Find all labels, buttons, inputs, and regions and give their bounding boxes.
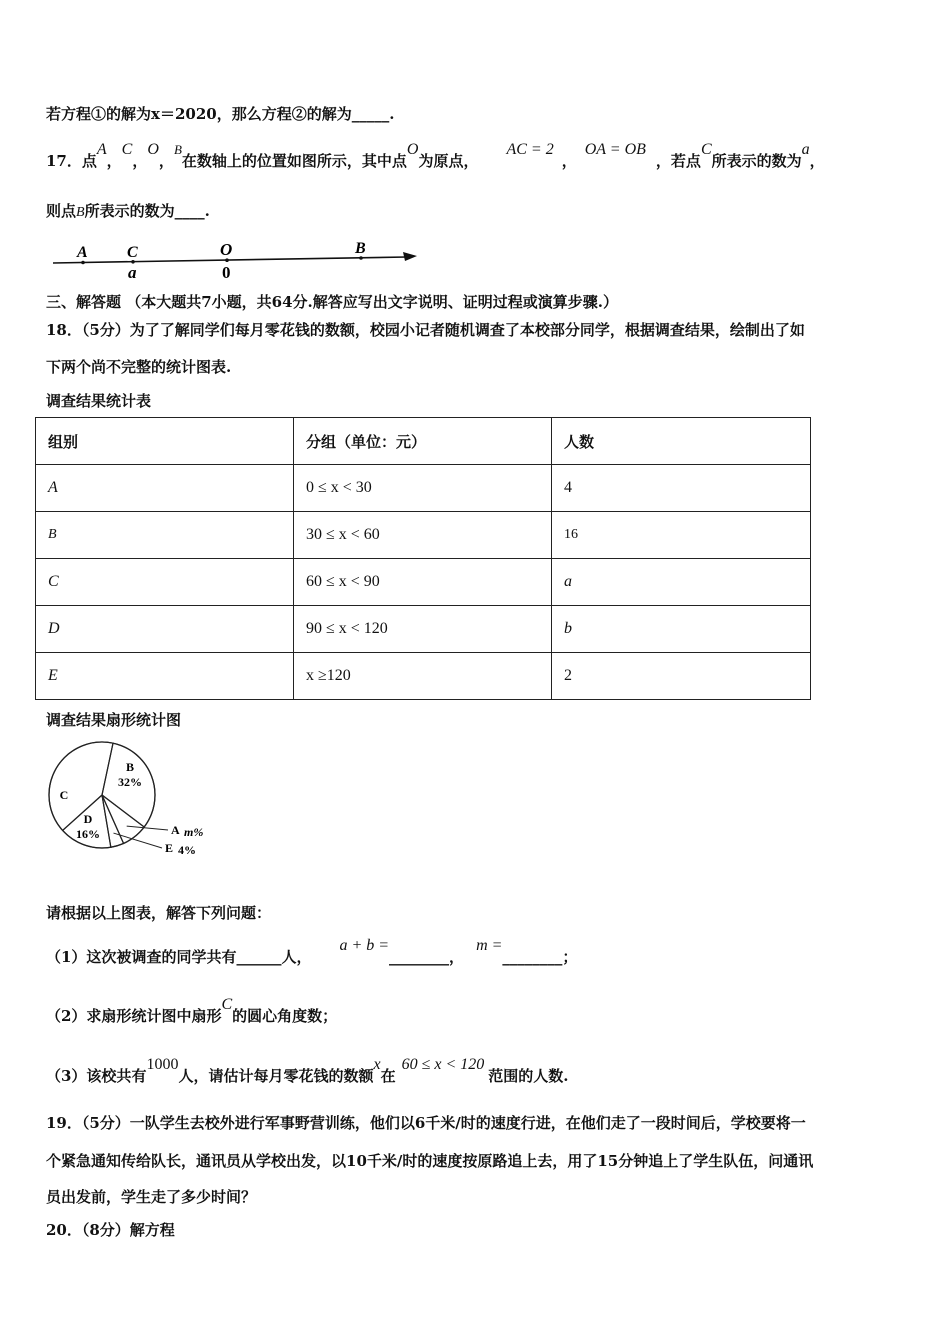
cell-group: A — [36, 465, 294, 512]
pie-chart-title: 调查结果扇形统计图 — [46, 711, 182, 729]
slice-value-d: 16% — [76, 827, 100, 841]
part-3-var-x: x — [373, 1056, 381, 1073]
table-header-row — [36, 418, 811, 465]
q17-text-1: 在数轴上的位置如图所示，其中点 — [181, 152, 407, 170]
question-20: 20．（8分）解方程 — [46, 1221, 175, 1239]
q17-text-3: ，若点 — [655, 152, 701, 170]
table-title: 调查结果统计表 — [46, 392, 152, 410]
cell-count: b — [552, 606, 811, 653]
table-row — [36, 559, 811, 606]
part-3-text-4: 范围的人数. — [488, 1067, 569, 1085]
part-3-text-3: 在 — [380, 1067, 396, 1085]
cell-range: 0 ≤ x < 30 — [294, 465, 552, 512]
tick-a — [81, 261, 85, 265]
statistics-table — [35, 417, 811, 700]
cell-range: x ≥120 — [294, 653, 552, 700]
part-2-sector-c: C — [221, 996, 233, 1013]
q17-ac-eq: AC = 2 — [506, 141, 554, 158]
part-1-blank-2: ________； — [502, 948, 578, 966]
cell-count: 4 — [552, 465, 811, 512]
header-group: 组别 — [36, 418, 294, 465]
cell-group: B — [36, 512, 294, 559]
cell-range: 90 ≤ x < 120 — [294, 606, 552, 653]
table-row — [36, 465, 811, 512]
q17-comma: ， — [106, 152, 122, 170]
q17-point-a: A — [96, 141, 107, 158]
q17-text-4: 所表示的数为 — [711, 152, 802, 170]
question-18-part-2 — [46, 996, 338, 1026]
number-line-figure — [45, 236, 425, 284]
cell-range: 30 ≤ x < 60 — [294, 512, 552, 559]
header-count: 人数 — [552, 418, 811, 465]
label-c: C — [127, 244, 138, 261]
part-1-blank-1: ________， — [389, 948, 465, 966]
part-2-text-1: （2）求扇形统计图中扇形 — [46, 1007, 222, 1025]
cell-count: a — [552, 559, 811, 606]
question-18-line-1: 18．（5分）为了了解同学们每月零花钱的数额，校园小记者随机调查了本校部分同学，根据调查结果，绘制出了如 — [46, 321, 805, 339]
slice-value-a: m% — [184, 825, 204, 839]
question-19-line-2: 个紧急通知传给队长，通讯员从学校出发，以10千米/时的速度按原路追上去，用了15分钟追上了学生队伍，问通讯 — [46, 1152, 814, 1170]
q17-comma: ， — [809, 152, 825, 170]
label-b: B — [355, 240, 366, 257]
equation-line: 若方程①的解为x＝2020，那么方程②的解为_____. — [46, 105, 395, 123]
question-17-line-1 — [46, 141, 825, 171]
value-a: a — [128, 263, 137, 282]
slice-label-d: D — [83, 812, 93, 826]
part-1-text: （1）这次被调查的同学共有______人， — [46, 948, 312, 966]
q17-comma: ， — [158, 152, 174, 170]
table-row — [36, 606, 811, 653]
part-1-m-eq: m = — [476, 937, 503, 954]
slice-label-b: B — [125, 760, 135, 774]
part-3-text-2: 人，请估计每月零花钱的数额 — [178, 1067, 374, 1085]
question-19-line-3: 员出发前，学生走了多少时间？ — [46, 1188, 257, 1206]
q17-comma: ， — [561, 152, 577, 170]
part-3-text-1: （3）该校共有 — [46, 1067, 147, 1085]
q17-origin-o: O — [406, 141, 419, 158]
q17-comma: ， — [132, 152, 148, 170]
slice-value-e: 4% — [178, 843, 196, 857]
arrow-head-icon — [403, 252, 417, 261]
q17-line2-post: 所表示的数为____. — [84, 202, 210, 220]
question-18-part-1 — [46, 937, 578, 967]
cell-group: C — [36, 559, 294, 606]
question-19-line-1: 19．（5分）一队学生去校外进行军事野营训练，他们以6千米/时的速度行进，在他们走了一段时间后，学校要将一 — [46, 1114, 806, 1132]
slice-label-c: C — [59, 788, 69, 802]
section-3-heading: 三、解答题 （本大题共7小题，共64分.解答应写出文字说明、证明过程或演算步骤.） — [46, 293, 618, 311]
slice-label-e: E — [165, 841, 174, 855]
question-18-line-2: 下两个尚不完整的统计图表. — [46, 358, 232, 376]
cell-group: D — [36, 606, 294, 653]
label-o: O — [220, 240, 233, 259]
part-3-number: 1000 — [146, 1056, 179, 1073]
q17-point-o: O — [147, 141, 159, 158]
part-3-range: 60 ≤ x < 120 — [401, 1056, 485, 1073]
label-a: A — [77, 244, 88, 261]
q17-point-b-2: B — [76, 205, 85, 220]
cell-range: 60 ≤ x < 90 — [294, 559, 552, 606]
question-18-ask: 请根据以上图表，解答下列问题： — [46, 904, 272, 922]
cell-group: E — [36, 653, 294, 700]
part-2-text-2: 的圆心角度数； — [232, 1007, 338, 1025]
q17-text-2: 为原点， — [418, 152, 479, 170]
cell-count: 2 — [552, 653, 811, 700]
q17-point-c-2: C — [700, 141, 712, 158]
q17-line2-pre: 则点 — [46, 202, 77, 220]
q17-oa-eq: OA = OB — [584, 141, 646, 158]
table-row — [36, 653, 811, 700]
question-17-line-2 — [46, 200, 210, 221]
value-0: 0 — [222, 263, 231, 282]
table-row — [36, 512, 811, 559]
q17-point-c: C — [121, 141, 133, 158]
header-range: 分组（单位：元） — [294, 418, 552, 465]
slice-label-a: A — [171, 823, 180, 837]
question-18-part-3 — [46, 1056, 569, 1086]
q17-number: 17．点 — [46, 152, 97, 170]
slice-value-b: 32% — [118, 775, 142, 789]
pie-chart — [40, 740, 240, 865]
part-1-ab-eq: a + b = — [339, 937, 390, 954]
q17-point-b: B — [173, 142, 182, 157]
q17-var-a: a — [801, 141, 810, 158]
cell-count: 16 — [552, 512, 811, 559]
